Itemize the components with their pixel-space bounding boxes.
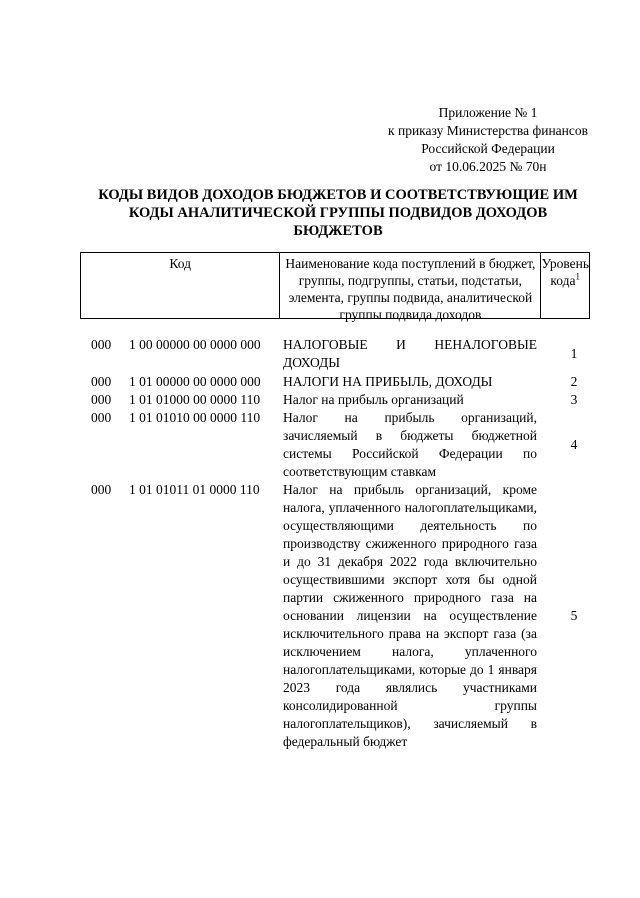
appendix-block — [388, 104, 588, 176]
table-row — [0, 391, 640, 409]
appendix-number: Приложение № 1 — [438, 105, 538, 120]
header-name: Наименование кода поступлений в бюджет, группы, подгруппы, статьи, подстатьи, элемента, группы подвида, аналитической группы подвида доходов — [280, 253, 541, 318]
row-code: 1 01 01000 00 0000 110 — [129, 392, 261, 407]
row-code: 1 01 00000 00 0000 000 — [129, 374, 261, 389]
appendix-order-ref: к приказу Министерства финансов — [388, 123, 588, 138]
table-row — [0, 481, 640, 751]
appendix-date: от 10.06.2025 № 70н — [429, 159, 547, 174]
document-title — [88, 186, 588, 240]
table-row — [0, 373, 640, 391]
row-code: 1 01 01011 01 0000 110 — [129, 482, 260, 497]
row-name: Налог на прибыль организаций, кроме налога, уплаченного налогоплательщиками, осуществляющими деятельность по производству сжиженного природного газа и до 31 декабря 2022 года включительно осуществившими экспорт хотя бы одной партии сжиженного природного газа на основании лицензии на осуществление исключительного права на экспорт газа (за исключением налога, уплаченного налогоплательщиками, которые до 1 января 2023 года являлись участниками консолидированной группы налогоплательщиков), зачисляемый в федеральный бюджет — [283, 482, 537, 749]
table-header — [80, 252, 590, 322]
row-name: НАЛОГОВЫЕ И НЕНАЛОГОВЫЕ ДОХОДЫ — [283, 337, 537, 370]
title-line-2: КОДЫ АНАЛИТИЧЕСКОЙ ГРУППЫ ПОДВИДОВ ДОХОДОВ — [128, 205, 548, 221]
row-group-code: 000 — [91, 410, 112, 425]
row-level: 2 — [570, 374, 578, 389]
row-code: 1 01 01010 00 0000 110 — [129, 410, 261, 425]
table-row — [0, 409, 640, 481]
header-level-label: Уровень кода — [541, 256, 589, 288]
row-name: Налог на прибыль организаций, зачисляемый в бюджеты бюджетной системы Российской Федерации по соответствующим ставкам — [283, 410, 537, 479]
row-code: 1 00 00000 00 0000 000 — [129, 337, 261, 352]
header-code: Код — [81, 253, 280, 318]
header-level-footnote: 1 — [575, 271, 581, 282]
row-group-code: 000 — [91, 482, 112, 497]
table-body — [0, 336, 640, 751]
row-group-code: 000 — [91, 337, 112, 352]
row-level: 3 — [570, 392, 578, 407]
row-level: 1 — [570, 346, 578, 361]
row-group-code: 000 — [91, 374, 112, 389]
row-level: 4 — [570, 437, 578, 452]
appendix-federation: Российской Федерации — [421, 141, 555, 156]
row-name: НАЛОГИ НА ПРИБЫЛЬ, ДОХОДЫ — [283, 374, 493, 389]
title-line-1: КОДЫ ВИДОВ ДОХОДОВ БЮДЖЕТОВ И СООТВЕТСТВУЮЩИЕ ИМ — [98, 187, 578, 203]
row-group-code: 000 — [91, 392, 112, 407]
title-line-3: БЮДЖЕТОВ — [293, 223, 383, 239]
row-name: Налог на прибыль организаций — [283, 392, 464, 407]
header-level — [541, 253, 589, 318]
row-level: 5 — [570, 608, 578, 623]
table-row — [0, 336, 640, 372]
